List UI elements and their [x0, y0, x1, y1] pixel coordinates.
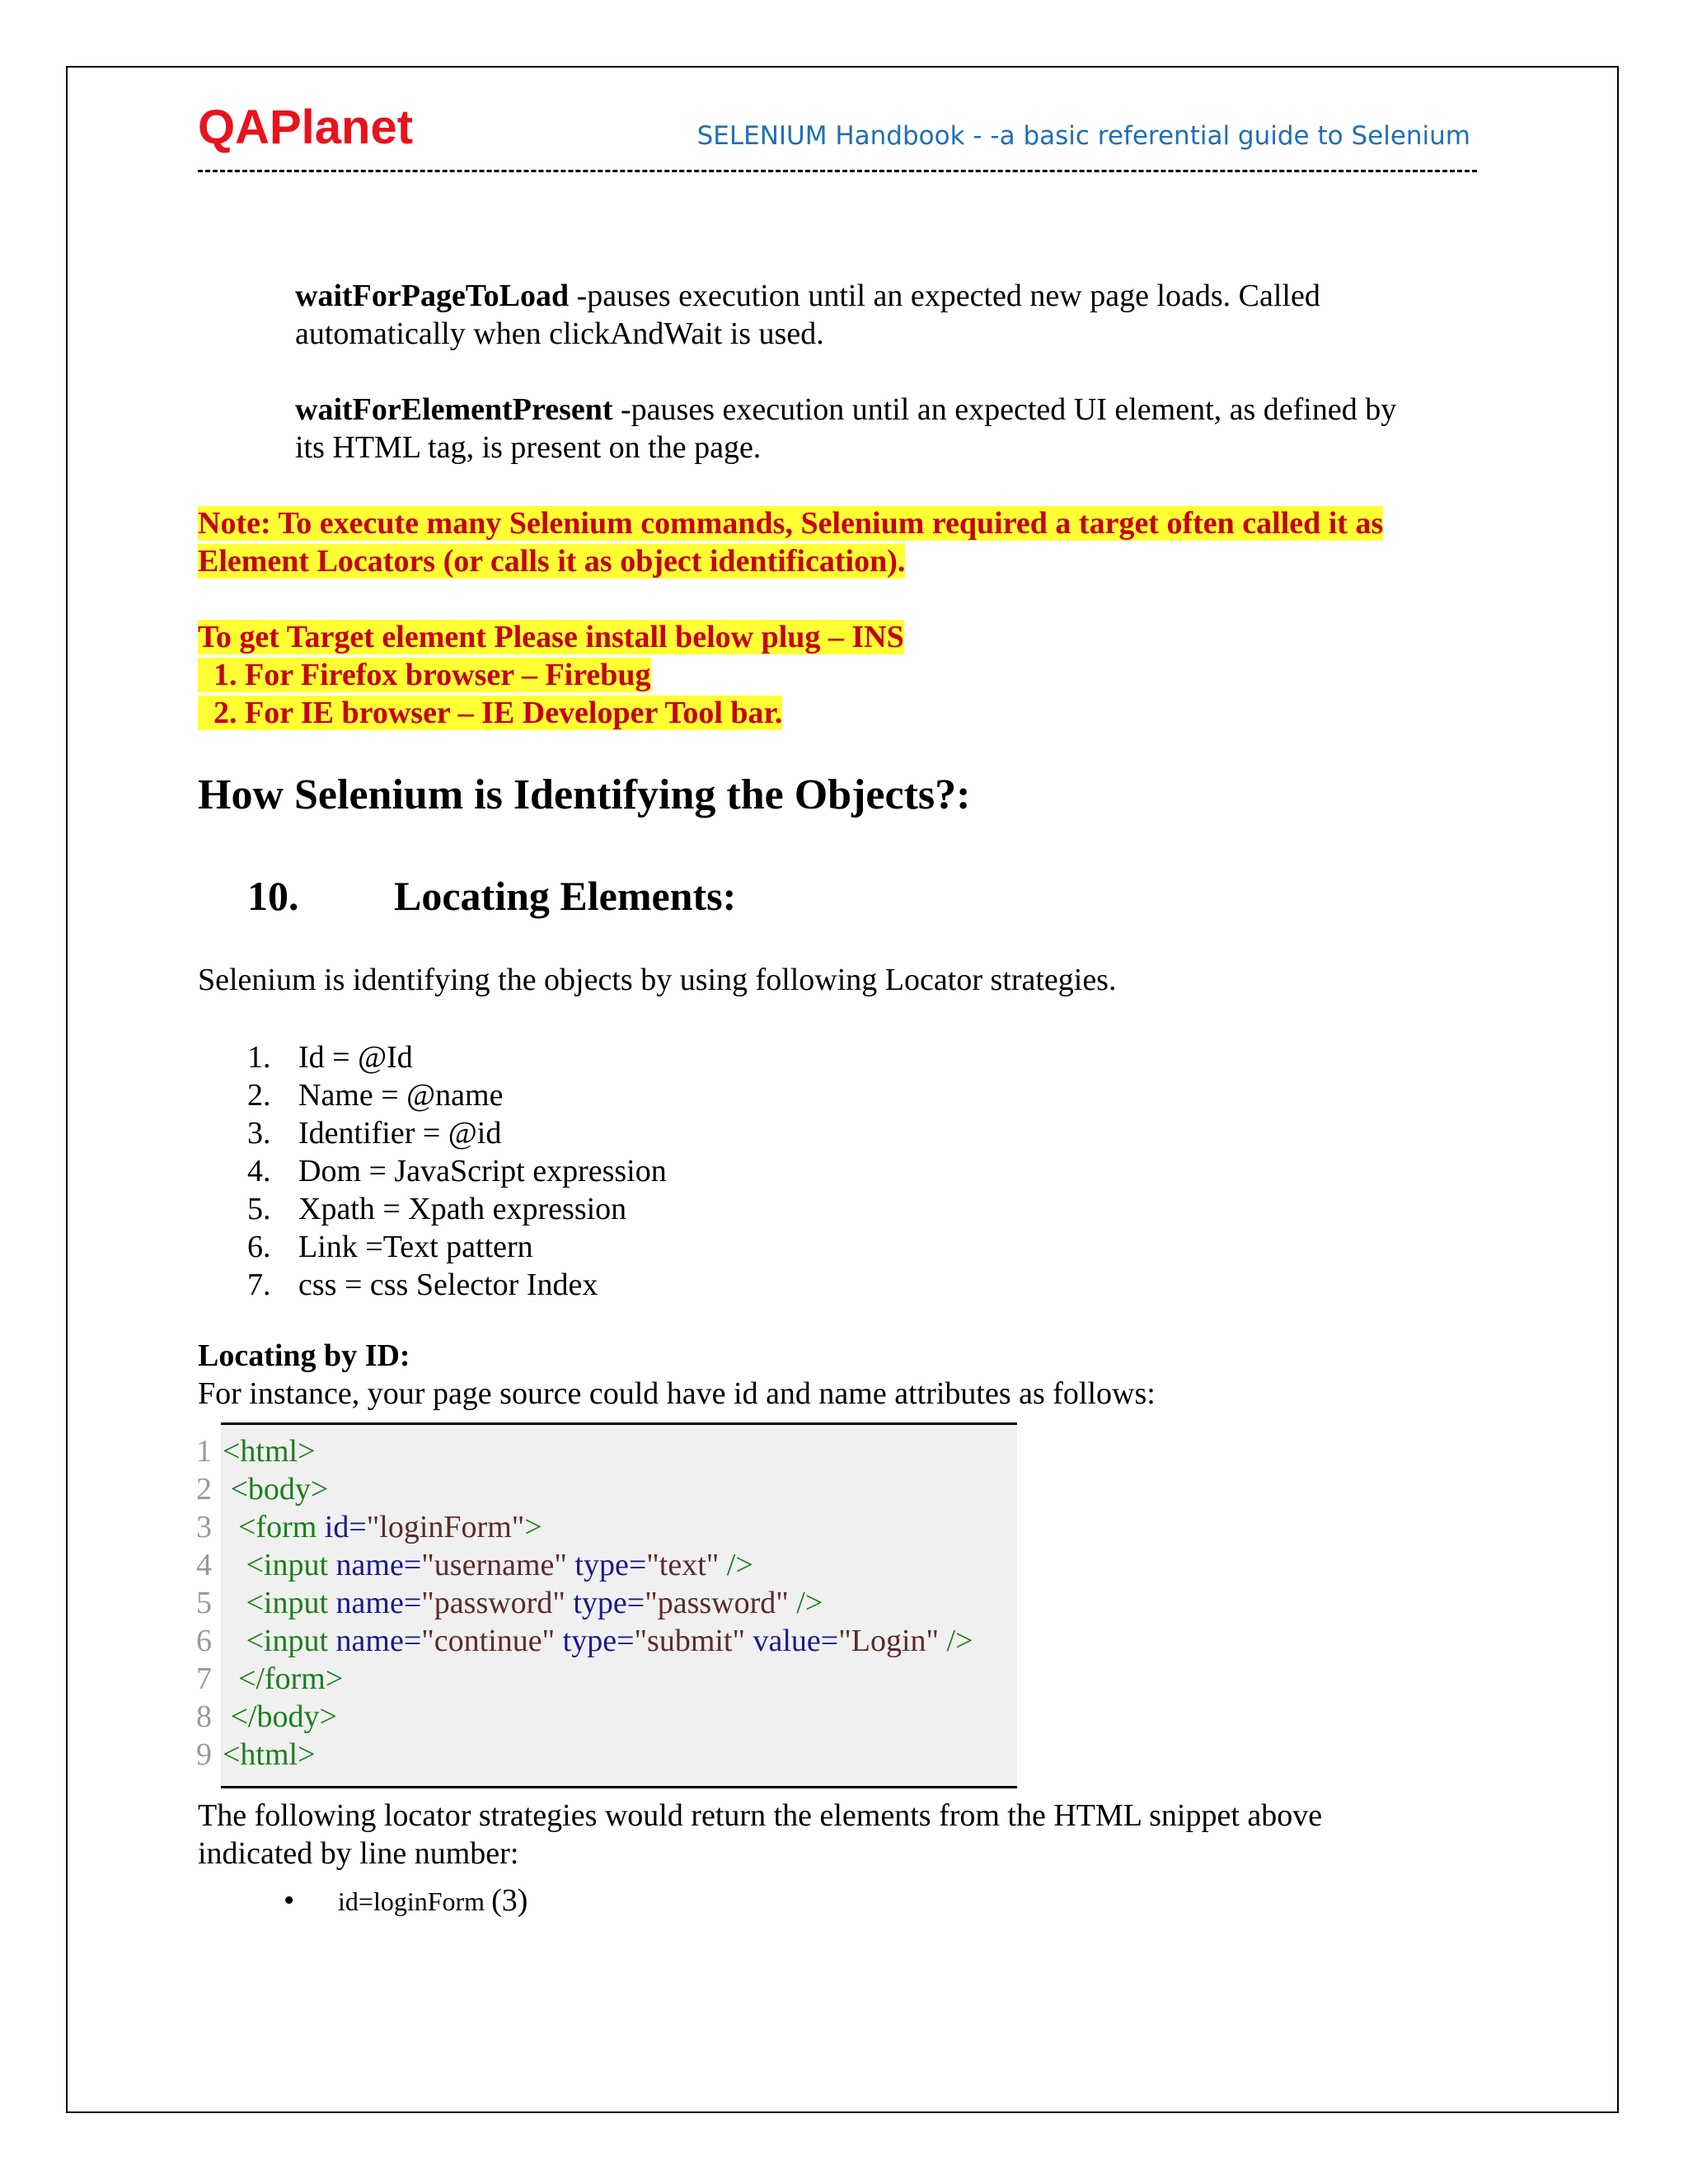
code-line: 2 <body>	[196, 1472, 329, 1507]
code-line: 1 <html>	[196, 1434, 316, 1469]
header-divider	[198, 170, 1477, 172]
note-line: To get Target element Please install below plug – INS	[198, 620, 904, 654]
note-list-item: 1. For Firefox browser – Firebug	[198, 658, 651, 692]
code-line: 7 </form>	[196, 1661, 344, 1696]
list-item: 2. Name = @name	[247, 1078, 504, 1113]
code-line: 9 <html>	[196, 1737, 316, 1772]
code-line: 8 </body>	[196, 1699, 337, 1734]
code-line: 5 <input name="password" type="password" />	[196, 1586, 823, 1620]
code-line: 3 <form id="loginForm">	[196, 1510, 542, 1544]
bullet-item: id=loginForm (3)	[338, 1883, 528, 1918]
subsection-intro: For instance, your page source could have id and name attributes as follows:	[198, 1376, 1156, 1411]
command-name: waitForPageToLoad	[295, 279, 570, 313]
header-subtitle: SELENIUM Handbook - -a basic referential guide to Selenium	[696, 121, 1470, 151]
note-list-item: 2. For IE browser – IE Developer Tool bar.	[198, 696, 783, 730]
locator-strategy-list	[247, 1038, 667, 1304]
code-line: 6 <input name="continue" type="submit" value="Login" />	[196, 1624, 973, 1658]
after-code-paragraph: The following locator strategies would return the elements from the HTML snippet above	[198, 1798, 1323, 1833]
subsection-heading: Locating by ID:	[198, 1338, 410, 1373]
command-text: its HTML tag, is present on the page.	[295, 430, 762, 465]
command-description	[295, 391, 1396, 429]
list-item: 1. Id = @Id	[247, 1040, 413, 1075]
section-number: 10.	[247, 873, 299, 919]
list-item: 5. Xpath = Xpath expression	[247, 1192, 627, 1226]
list-item: 3. Identifier = @id	[247, 1116, 502, 1151]
command-description	[295, 277, 1320, 315]
command-name: waitForElementPresent	[295, 392, 613, 427]
after-code-paragraph: indicated by line number:	[198, 1836, 519, 1871]
brand-logo-text: QAPlanet	[198, 101, 414, 154]
list-item: 4. Dom = JavaScript expression	[247, 1154, 667, 1188]
note-line: Element Locators (or calls it as object identification).	[198, 544, 906, 579]
note-line: Note: To execute many Selenium commands, Selenium required a target often called it as	[198, 506, 1384, 541]
command-text: -pauses execution until an expected UI element, as defined by	[612, 392, 1397, 427]
page-heading: How Selenium is Identifying the Objects?:	[198, 771, 971, 818]
code-line: 4 <input name="username" type="text" />	[196, 1548, 753, 1582]
bullet-icon: •	[284, 1883, 295, 1918]
command-text: automatically when clickAndWait is used.	[295, 316, 824, 351]
list-item: 7. css = css Selector Index	[247, 1268, 598, 1302]
list-item: 6. Link =Text pattern	[247, 1230, 533, 1264]
section-title: Locating Elements:	[394, 873, 737, 919]
intro-paragraph: Selenium is identifying the objects by using following Locator strategies.	[198, 963, 1117, 997]
command-text: -pauses execution until an expected new page loads. Called	[569, 279, 1320, 313]
